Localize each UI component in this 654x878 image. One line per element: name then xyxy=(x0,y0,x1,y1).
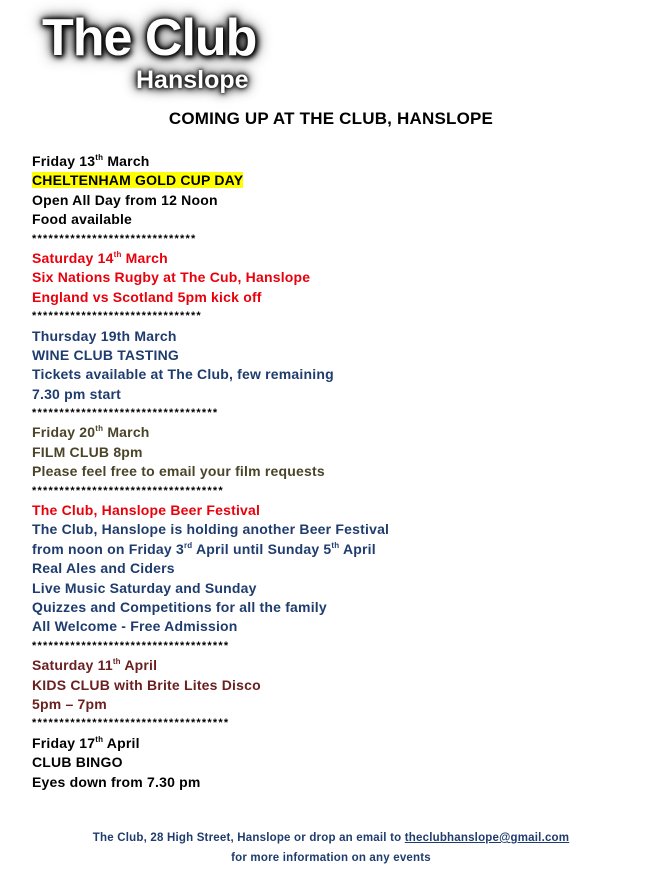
event2-line: Six Nations Rugby at The Cub, Hanslope xyxy=(32,269,311,286)
page-heading: COMING UP AT THE CLUB, HANSLOPE xyxy=(168,109,494,128)
event7-date: Friday 17th April xyxy=(32,734,140,751)
event4-line: Please feel free to email your film requests xyxy=(32,463,325,480)
event6-line: 5pm – 7pm xyxy=(32,695,107,712)
event1-title xyxy=(32,171,632,190)
event2-date: Saturday 14th March xyxy=(32,249,168,266)
event5-line: Quizzes and Competitions for all the family xyxy=(32,598,327,615)
separator: *********************************** xyxy=(32,484,224,497)
logo-subtitle: Hanslope xyxy=(136,66,249,94)
event6-line: KIDS CLUB with Brite Lites Disco xyxy=(32,676,261,693)
event7-line: CLUB BINGO xyxy=(32,754,123,771)
club-logo xyxy=(42,8,282,100)
event4-date: Friday 20th March xyxy=(32,424,150,441)
logo-title: The Club xyxy=(42,9,257,67)
footer-note: for more information on any events xyxy=(231,852,431,864)
separator: ************************************ xyxy=(32,717,230,730)
footer-contact: The Club, 28 High Street, Hanslope or drop an email to theclubhanslope@gmail.com xyxy=(92,832,570,844)
event5-line: All Welcome - Free Admission xyxy=(32,618,238,635)
event2-line: England vs Scotland 5pm kick off xyxy=(32,288,262,305)
separator: ************************************ xyxy=(32,639,230,652)
event1-line: Food available xyxy=(32,211,133,228)
event7-line: Eyes down from 7.30 pm xyxy=(32,773,201,790)
event5-line: from noon on Friday 3rd April until Sunday 5th April xyxy=(32,540,376,557)
event5-line: The Club, Hanslope is holding another Beer Festival xyxy=(32,521,390,538)
event5-line: Live Music Saturday and Sunday xyxy=(32,579,257,596)
highlight: CHELTENHAM GOLD CUP DAY xyxy=(32,172,244,189)
event5-line: Real Ales and Ciders xyxy=(32,560,175,577)
separator: ******************************* xyxy=(32,310,202,323)
email-link[interactable]: theclubhanslope@gmail.com xyxy=(404,832,570,844)
event1-line: Open All Day from 12 Noon xyxy=(32,191,218,208)
event3-date: Thursday 19th March xyxy=(32,327,177,344)
event3-line: WINE CLUB TASTING xyxy=(32,346,180,363)
event3-line: 7.30 pm start xyxy=(32,385,121,402)
event6-date: Saturday 11th April xyxy=(32,657,158,674)
separator: ********************************** xyxy=(32,407,219,420)
event5-title: The Club, Hanslope Beer Festival xyxy=(32,502,261,519)
event1-date: Friday 13th March xyxy=(32,153,150,169)
separator: ****************************** xyxy=(32,232,197,245)
event3-line: Tickets available at The Club, few remaining xyxy=(32,366,334,383)
events-list xyxy=(32,152,632,792)
event4-line: FILM CLUB 8pm xyxy=(32,443,143,460)
